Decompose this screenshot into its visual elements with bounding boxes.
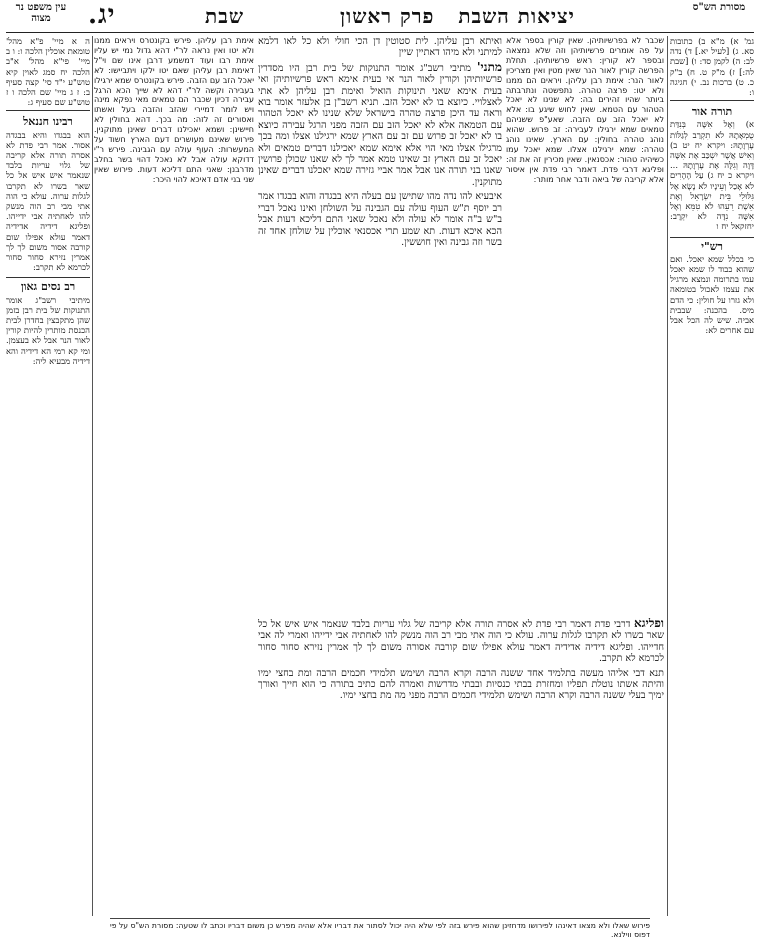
perek-label: פרק ראשון (340, 4, 435, 28)
rashi-margin-text: כי בכלל שמא יאכל. ואם שהוא כבוד לו שמא יאכל עמו בתרומה ונמצא מרגיל את עצמו לאכול בטומאה ולא גזרו על חולין: כי הדם מיס. בהכנה: שבבית אביה. שיש לה הכל אבל עם אחרים לא: (670, 253, 754, 336)
tractate-name: שבת (205, 4, 244, 28)
gemara-tanna: תנא דבי אליהו מעשה בתלמיד אחד ששנה הרבה וקרא הרבה ושימש תלמידי חכמים הרבה ומת בחצי ימיו והיתה אשתו נוטלת תפליו ומחזרת בבתי כנסיות ובבתי מדרשות ואמרה להם כתיב בתורה כי הוא חייך ואורך ימיך בעלי ששנה הרבה וקרא הרבה ושימש תלמידי חכמים הרבה מפני מה מת בחצי ימיו. (258, 667, 664, 702)
rabbeinu-chananel-text: הוא בבגדו והיא בבגדה אסור. אמר רבי פדת לא אסרה תורה אלא קריבה של גלוי עריות בלבד שנאמר איש איש אל כל שאר בשרו לא תקרבו לגלות ערוה. עולא כי הוה אתי מבי רב הוה מנשק להו לאחתיה אבי ידייהו. ופליגא דידיה אדידיה דאמר עולא אפילו שום קורבה אסור משום לך לך אמרין נזירא סחור סחור לכרמא לא תקרב: (6, 129, 90, 273)
gemara-column (258, 36, 502, 614)
masoret-notes: גמ' א) מ"א ב) כתובות סא. ג) [לעיל יא.] ד) נדה לב: ה) לקמן סד: ו) [שבת לה:] ז) מ"ק ט. ח) ב"ק כ. ט) ברכות נב. י) חגיגה ו: (670, 36, 754, 98)
rabbeinu-chananel-box (6, 110, 90, 278)
column-divider-left (92, 36, 93, 916)
gemara-cont: דרבי פדת דאמר רבי פדת לא אסרה תורה אלא קריבה של גלוי עריות בלבד שנאמר איש איש אל כל שאר בשרו לא תקרבו לגלות ערוה. עולא כי הוה אתי מבי רב הוה מנשק להו לאחתיה אבי ידייהו ואמרי לה אבי חדייהו. ופליגא דידיה אדידיה דאמר עולא אפילו שום קורבה אסורה משום לך לך אמרין נזירא סחור סחור לכרמא לא תקרב. (258, 619, 664, 665)
rashi-text: שכבר לא בפרשיותיהן. שאין קורין בספר אלא על פה אומרים פרשיותיהן וזה שלא נמצאה ובספר לא קורין: ראש פרשיותיהן. תחלת הפרשה קורין לאור הנר שאין מטין ואין מצריכין לאור הנר: אימת רבן עליהן. ויראים הם ממנו ולא יטו: פרצה טהרה. נתפשטה ונתרבתה ביותר שהיו זהירים בה: לא שנינו לא יאכל הטהור עם הטמא. שאין לחוש שיגע בו: אלא לא יאכל הזב עם הזבה. שאע"פ ששניהם טמאים שמא ירגילו לעבירה: זב פרוש. שהוא נוהג טהרה בחולין: עם הארץ. שאינו נוהג טהרה: שמא ירגילנו אצלו. שמא יאכל עמו כשיהיה טהור: אכסנאין. שאין מכירין זה את זה: ופליגא דרבי פדת. דאמר רבי פדת אין איסור אלא קריבה של ביאה ודבר אחר מותר: (506, 36, 664, 184)
torah-or-text: א) וְאֶל אִשָּׁה בְּנִדַּת טֻמְאָתָהּ לֹא תִקְרַב לְגַלּוֹת עֶרְוָתָהּ: ויקרא יח יט ב) וְאִישׁ אֲשֶׁר יִשְׁכַּב אֶת אִשָּׁה דָּוָה וְגִלָּה אֶת עֶרְוָתָהּ ... ויקרא כ יח ג) עַל הֶהָרִים לֹא אָכַל וְעֵינָיו לֹא נָשָׂא אֶל גִּלּוּלֵי בֵּית יִשְׂרָאֵל וְאֶת אֵשֶׁת רֵעֵהוּ לֹא טִמֵּא וְאֶל אִשָּׁה נִדָּה לֹא יִקְרָב: יחזקאל יח ו (670, 119, 754, 232)
rashi-column (506, 36, 664, 614)
ein-mishpat-label: עין משפט נר מצוה (15, 2, 67, 24)
ein-mishpat-column (6, 36, 90, 916)
rav-nissim-text: מיתיבי רשב"ג אומר התנוקות של בית רבן בזמן שהן מתקבצין בחדרן לבית הכנסת מותרין להיות קורין לאור הנר אבל לא בעצמן. ומי קא רמי הא דידיה והא דידיה מבעיא ליה: (6, 294, 90, 366)
break-word: ופליגא (633, 618, 664, 630)
rav-nissim-title: רב נסים גאון (20, 280, 76, 294)
mishnah-label: מתני' (476, 59, 502, 74)
rabbeinu-chananel-title: רבינו חננאל (23, 115, 73, 129)
gemara-main: מתיבי רשב"ג אומר התנוקות של בית רבן היו מסדרין פרשיותיהן וקורין לאור הנר אי בעית אימא ראש פרשיותיהן ואי בעית אימא שאני תינוקות הואיל ואימת רבן עליהן לא אתי לאצלויי. כיוצא בו לא יאכל הזב. תניא רשב"ן בן אלעזר אומר בוא וראה עד היכן פרצה טהרה בישראל שלא שנינו לא יאכל הטהור עם הטמאה אלא לא יאכל הזב עם הזבה מפני הרגל עבירה כיוצא בו לא יאכל זב פרוש עם זב עם הארץ שמא ירגילנו אצלו ומה בכך מרגילו אצלו מאי הוי אלא אימא שמא יאכילנו דברים טמאים ולא יאכל זב עם הארץ זב שאינו טמא אמר לך לא שאנו שכולן פרושין שאנו בני תורה אנו אבל אמר אביי גזירה שמא יאכלנו דברים שאינן מתוקנין. (258, 62, 502, 188)
masoret-column (670, 36, 754, 686)
ein-mishpat-text: ה א מיי' פ"א מהל' טומאת אוכלין הלכה ו: ו ב מיי' פי"א מהל' א"ב הלכה יח סמג לאוין קיא טוש"ע י"ד סי' קצה סעיף ב: ז ג מיי' שם הלכה ו ז טוש"ע שם סעיף ג: (6, 36, 90, 108)
chapter-title: יציאות השבת (458, 4, 575, 28)
gemara-intro: ואיתא רבן עליהן. לית סטוטין דן הכי חולי ולא כל לאו דלמא למיתני ולא מיהו דאתיין שיין (258, 36, 502, 59)
rashi-margin-title: רש"י (701, 239, 723, 253)
torah-or-box (670, 100, 754, 237)
header-rule (6, 32, 754, 33)
footnote: פירוש שאלו ולא מצאו דאינהו לפירושו מדחזינן שהוא פירש בזה לפי שלא היה יכול לסתור את דבריו אלא שהיה מפרש כן משום דבריו וכתב לו שטעה: מסורת הש"ס על פי דפוס ווילנא. (110, 918, 650, 939)
tosafot-column (94, 36, 254, 916)
daf-number: יג. (88, 0, 116, 30)
column-divider (667, 36, 668, 916)
masoret-label: מסורת הש"ס (692, 2, 746, 13)
torah-or-title: תורה אור (691, 105, 733, 119)
chapter-name (340, 4, 575, 29)
gemara-ibaya: איבעיא להו נדה מהו שתישן עם בעלה היא בבגדה והוא בבגדו אמר רב יוסף ת"ש העוף עולה עם הגבינה על השולחן ואינו נאכל דברי ב"ש ב"ה אומר לא עולה ולא נאכל שאני התם דליכא דעות אבל הכא איכא דעות. תא שמע תרי אכסנאי אוכלין על שולחן אחד זה בשר וזה גבינה ואין חוששין. (258, 191, 502, 248)
tosafot-text: אימת רבן עליהן. פירש בקונטרס ויראים ממנו ולא יטו ואין נראה לר"י דהא גדול נמי יש עליו אימת רבו ועוד דמשמע דרבן אינו שם וי"ל דאימת רבן עליהן שאם יטו ילקו ויתביישו: לא יאכל הזב עם הזבה. פירש בקונטרס שמא ירגילו בעבירה וקשה לר"י דהא לא שייך הכא הרגל עבירה דכיון שכבר הם טמאים מאי נפקא מינה ויש לומר דמיירי שהזב והזבה בעל ואשתו ואסורים זה לזה: מה בכך. דהא בחולין לא חיישינן: ושמא יאכילנו דברים שאינן מתוקנין. פירוש שאינם מעושרים דעם הארץ חשוד על המעשרות: העוף עולה עם הגבינה. פירש ר"י דדוקא עולה אבל לא נאכל דהוי בשר בחלב מדרבנן: שאני התם דליכא דעות. פירוש שאין שני בני אדם דאיכא להוי היכר: (94, 36, 254, 184)
gemara-lower (258, 618, 664, 914)
